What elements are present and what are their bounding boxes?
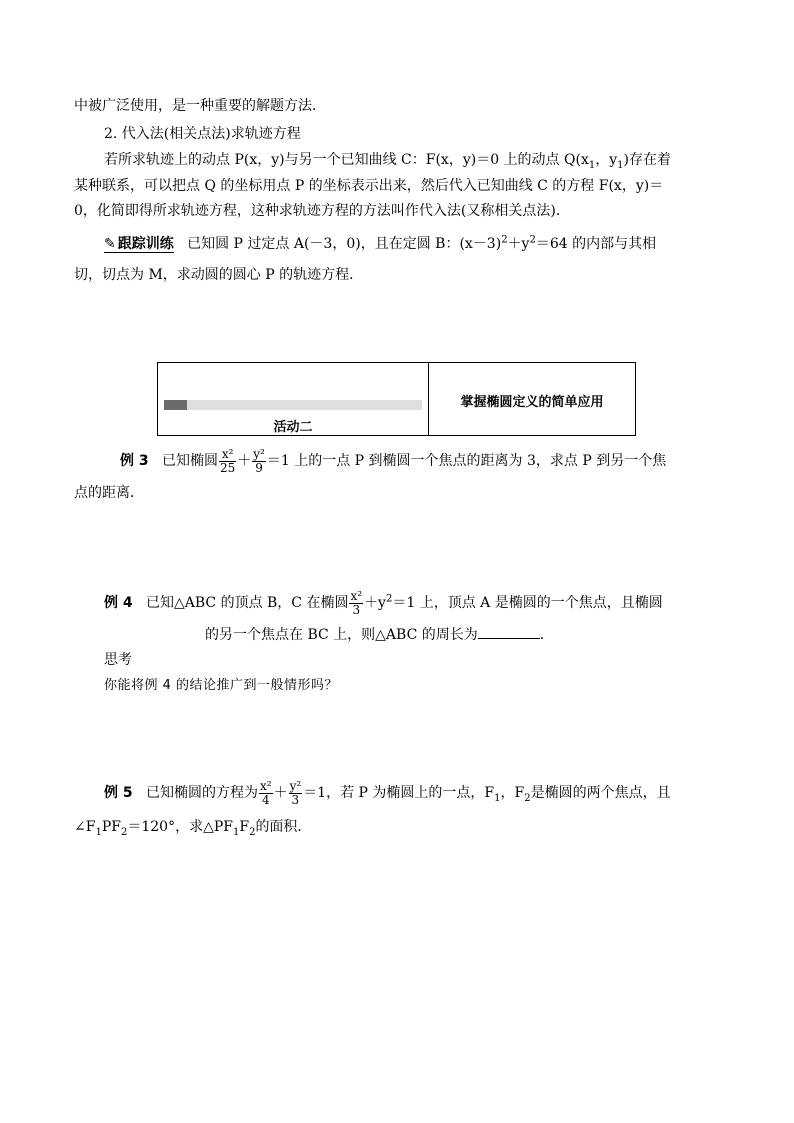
pen-icon: ✎ [104, 236, 116, 252]
paragraph-line [74, 176, 663, 196]
text: ∠F [74, 819, 96, 835]
example-4-line [104, 588, 663, 618]
answer-blank[interactable] [478, 624, 540, 639]
text: ＋y [364, 595, 386, 611]
text: 某种联系，可以把点 Q 的坐标用点 P 的坐标表示出来，然后代入已知曲线 C 的方程 F(x，y)＝ [74, 178, 664, 194]
training-line [104, 234, 656, 254]
text: ＝64 的内部与其相 [535, 236, 657, 252]
superscript: 2 [529, 234, 536, 246]
activity-box [157, 362, 636, 436]
paragraph-line [74, 201, 570, 221]
text: PF [101, 819, 121, 835]
text: 点的距离． [74, 485, 144, 501]
subscript: 2 [120, 826, 128, 838]
text: 若所求轨迹上的动点 P(x，y)与另一个已知曲线 C：F(x，y)＝0 上的动点 Q(x [104, 152, 589, 168]
text: 0，化简即得所求轨迹方程，这种求轨迹方程的方法叫作代入法(又称相关点法)． [74, 203, 570, 219]
denominator: 25 [219, 460, 236, 475]
example-label: 例 3 [120, 453, 149, 469]
text: ＝1 上，顶点 A 是椭圆的一个焦点，且椭圆 [392, 595, 663, 611]
numerator: x² [219, 448, 236, 462]
subscript: 2 [524, 792, 531, 804]
progress-bar [164, 400, 422, 410]
numerator: y² [289, 778, 302, 793]
label-text: 跟踪训练 [117, 236, 174, 252]
numerator: x² [350, 588, 363, 603]
subscript: 1 [232, 826, 240, 838]
text: 是椭圆的两个焦点，且 [530, 785, 671, 801]
heading-text: 2. 代入法(相关点法)求轨迹方程 [104, 126, 301, 142]
example-3-line [74, 483, 144, 503]
think-question [104, 676, 338, 696]
progress-bar-fill [164, 400, 187, 410]
text: ＝120°，求△PF [127, 819, 233, 835]
fraction [349, 590, 363, 617]
text: ＝1 上的一点 P 到椭圆一个焦点的距离为 3，求点 P 到另一个焦 [266, 453, 667, 469]
paragraph-line [104, 150, 671, 170]
paragraph-line [74, 96, 326, 116]
fraction [289, 780, 303, 807]
subscript: 1 [617, 159, 624, 171]
superscript: 2 [385, 593, 393, 605]
text: 你能将例 4 的结论推广到一般情形吗？ [104, 678, 339, 693]
text: )存在着 [623, 152, 671, 168]
training-label [104, 236, 174, 253]
text: ＋ [273, 785, 288, 801]
text: ＝1，若 P 为椭圆上的一点，F [303, 785, 495, 801]
section-heading [104, 124, 301, 144]
denominator: 4 [261, 792, 270, 807]
example-3-line [120, 446, 666, 476]
text: 切，切点为 M，求动圆的圆心 P 的轨迹方程． [74, 267, 364, 283]
numerator: x² [259, 778, 272, 793]
denominator: 3 [352, 602, 361, 617]
fraction [219, 448, 236, 475]
text: ＋ [237, 453, 252, 469]
think-label [104, 650, 132, 670]
denominator: 9 [255, 460, 263, 475]
subscript: 2 [249, 826, 256, 838]
example-4-line [205, 624, 554, 645]
text: 中被广泛使用，是一种重要的解题方法． [74, 98, 326, 114]
fraction [252, 448, 266, 475]
activity-title: 掌握椭圆定义的简单应用 [460, 395, 604, 410]
subscript: 1 [494, 792, 501, 804]
example-label: 例 4 [104, 595, 133, 611]
text: F [239, 819, 250, 835]
text: 已知圆 P 过定点 A(－3，0)，且在定圆 B：(x－3) [187, 236, 502, 252]
text: 已知椭圆的方程为 [145, 785, 258, 801]
example-label: 例 5 [104, 785, 133, 801]
text: 的另一个焦点在 BC 上，则△ABC 的周长为 [205, 627, 478, 643]
text: ，F [500, 785, 525, 801]
text: ． [539, 627, 554, 643]
text: ＋y [507, 236, 530, 252]
subscript: 1 [95, 826, 102, 838]
numerator: y² [253, 446, 265, 461]
fraction [259, 780, 273, 807]
training-line [74, 265, 363, 285]
text: 思考 [104, 652, 132, 668]
activity-label: 活动二 [273, 420, 313, 435]
text: 已知△ABC 的顶点 B，C 在椭圆 [145, 595, 349, 611]
superscript: 2 [501, 234, 508, 246]
text: 已知椭圆 [161, 453, 218, 469]
subscript: 1 [588, 159, 596, 171]
text: 的面积． [255, 819, 312, 835]
denominator: 3 [291, 792, 300, 807]
example-5-line [104, 778, 671, 808]
example-5-line [74, 817, 311, 837]
text: ，y [595, 152, 618, 168]
